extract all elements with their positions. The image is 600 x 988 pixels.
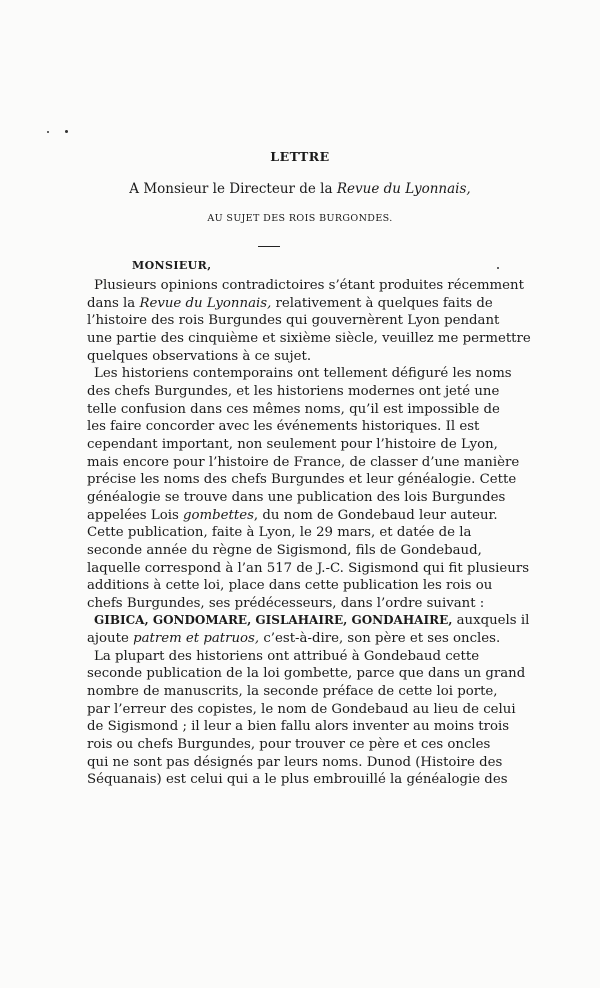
text-line: [87, 489, 506, 507]
text-line: [87, 560, 530, 578]
text-line: [87, 595, 485, 613]
text-run: Cette publication, faite à Lyon, le 29 mars, et datée de la: [87, 525, 472, 541]
journal-name: Revue du Lyonnais,: [336, 181, 471, 197]
divider-rule: [258, 246, 280, 247]
text-run: Plusieurs opinions contradictoires s’étant produites récemment: [94, 278, 524, 293]
text-line: [87, 348, 447, 366]
text-line: [87, 330, 531, 348]
text-run: , du nom de Gondebaud leur auteur.: [253, 507, 498, 523]
letter-subject: AU SUJET DES ROIS BURGONDES.: [207, 213, 393, 224]
address-text: A Monsieur le Directeur de la: [129, 181, 337, 197]
text-run: Séquanais) est celui qui a le plus embrouillé la généalogie des: [87, 772, 508, 788]
text-line: [87, 418, 480, 436]
text-line: [87, 471, 517, 489]
text-run: Les historiens contemporains ont tellement défiguré les noms: [94, 366, 512, 382]
text-run: La plupart des historiens ont attribué à Gondebaud cette: [94, 648, 480, 664]
text-line: [87, 436, 498, 454]
text-line: [87, 612, 530, 630]
text-run: ajoute: [87, 631, 134, 647]
text-run: de Sigismond ; il leur a bien fallu alors inventer au moins trois: [87, 719, 510, 735]
king-names: GIBICA, GONDOMARE, GISLAHAIRE, GONDAHAIRE,: [94, 613, 453, 628]
text-run: seconde publication de la loi gombette, parce que dans un grand: [87, 666, 526, 682]
text-line: [87, 383, 500, 401]
ink-speck: [47, 131, 49, 133]
text-line: [87, 542, 482, 560]
text-line: [87, 454, 520, 472]
text-run: auxquels il: [452, 613, 530, 629]
text-line: [87, 736, 491, 754]
text-line: [87, 295, 493, 313]
italic-text: Revue du Lyonnais,: [139, 295, 272, 311]
text-run: additions à cette loi, place dans cette publication les rois ou: [87, 578, 493, 594]
text-run: seconde année du règne de Sigismond, fils de Gondebaud,: [87, 542, 482, 558]
text-run: laquelle correspond à l’an 517 de J.-C. Sigismond qui fit plusieurs: [87, 560, 530, 576]
text-run: par l’erreur des copistes, le nom de Gondebaud au lieu de celui: [87, 701, 516, 717]
text-run: c’est-à-dire, son père et ses oncles.: [259, 631, 501, 647]
italic-text: patrem et patruos,: [133, 631, 260, 647]
text-line: [87, 365, 512, 383]
text-run: des chefs Burgundes, et les historiens modernes ont jeté une: [87, 383, 500, 399]
letter-body: [87, 277, 531, 789]
letter-address: [0, 181, 600, 197]
text-run: relativement à quelques faits de: [271, 295, 493, 311]
text-run: une partie des cinquième et sixième siècle, veuillez me permettre: [87, 330, 531, 346]
text-run: les faire concorder avec les événements historiques. Il est: [87, 419, 480, 435]
text-line: [87, 277, 524, 295]
text-run: mais encore pour l’histoire de France, de classer d’une manière: [87, 454, 520, 470]
text-line: [87, 630, 501, 648]
text-line: [87, 754, 503, 772]
text-run: nombre de manuscrits, la seconde préface de cette loi porte,: [87, 684, 498, 700]
text-run: dans la: [87, 295, 140, 311]
text-run: chefs Burgundes, ses prédécesseurs, dans l’ordre suivant :: [87, 595, 485, 611]
text-run: appelées Lois: [87, 507, 183, 523]
ink-speck: [65, 130, 68, 133]
salutation: MONSIEUR,: [132, 259, 212, 272]
text-run: l’histoire des rois Burgundes qui gouvernèrent Lyon pendant: [87, 313, 500, 329]
text-line: [87, 771, 508, 789]
text-run: précise les noms des chefs Burgundes et leur généalogie. Cette: [87, 472, 517, 488]
text-line: [87, 648, 480, 666]
text-run: qui ne sont pas désignés par leurs noms. Dunod (Histoire des: [87, 754, 503, 770]
text-run: généalogie se trouve dans une publication des lois Burgundes: [87, 489, 506, 505]
text-line: [87, 507, 498, 525]
italic-text: gombettes: [183, 507, 254, 523]
ink-speck: [497, 267, 499, 269]
letter-title: LETTRE: [270, 149, 330, 164]
text-line: [87, 683, 498, 701]
text-line: [87, 524, 472, 542]
text-run: cependant important, non seulement pour l’histoire de Lyon,: [87, 436, 498, 452]
text-line: [87, 665, 526, 683]
text-run: quelques observations à ce sujet.: [87, 348, 312, 364]
text-run: telle confusion dans ces mêmes noms, qu’il est impossible de: [87, 401, 500, 417]
text-line: [87, 577, 493, 595]
text-line: [87, 718, 510, 736]
text-line: [87, 312, 500, 330]
text-line: [87, 401, 500, 419]
text-line: [87, 701, 516, 719]
text-run: rois ou chefs Burgundes, pour trouver ce père et ces oncles: [87, 737, 491, 753]
